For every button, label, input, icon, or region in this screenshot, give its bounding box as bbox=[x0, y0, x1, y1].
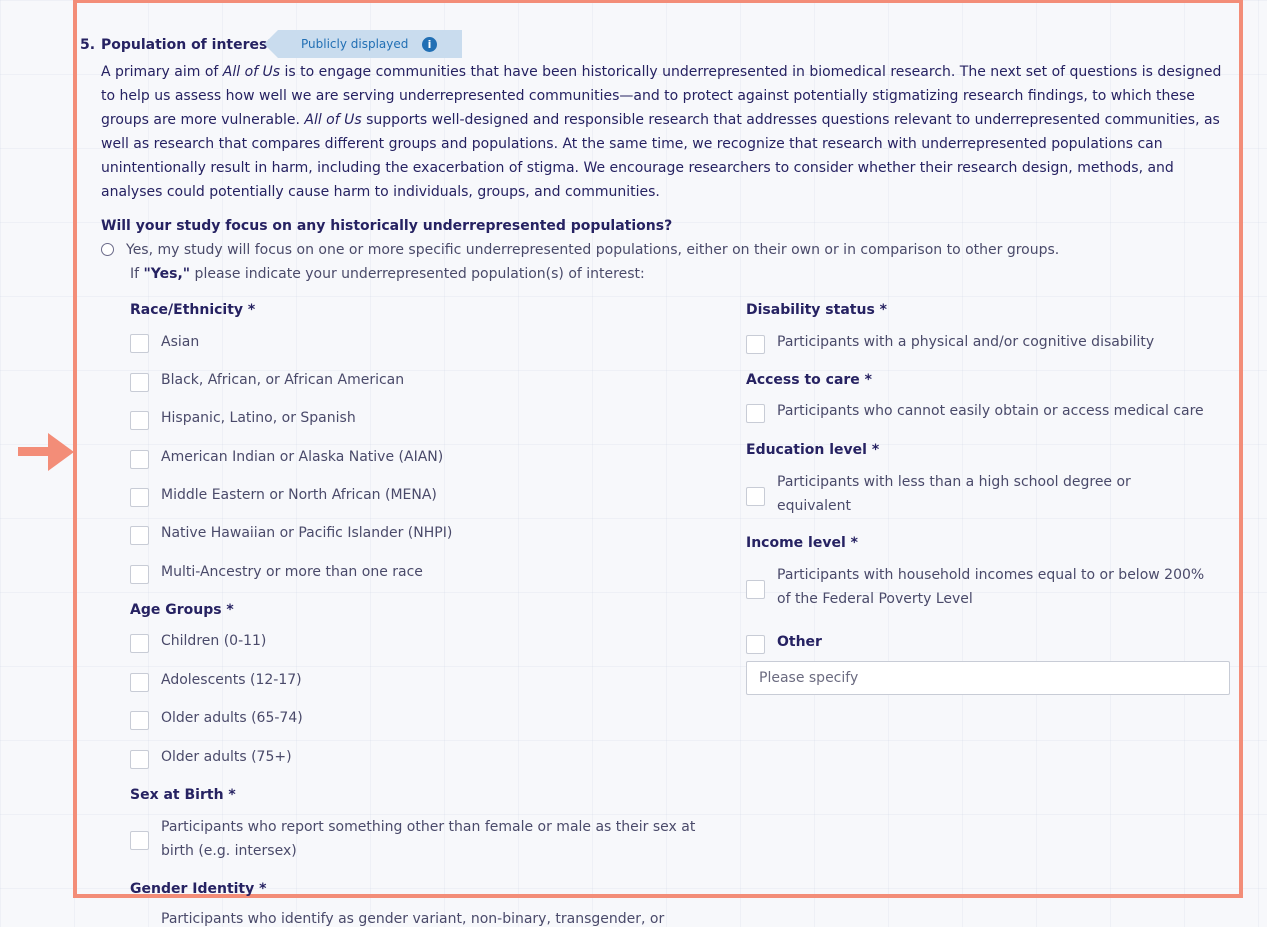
checkbox-education[interactable] bbox=[746, 487, 765, 506]
checkbox-race-asian[interactable] bbox=[130, 334, 149, 353]
if-yes-prefix: If bbox=[130, 266, 144, 282]
pointer-arrow-icon bbox=[18, 433, 74, 471]
age-groups-heading: Age Groups * bbox=[130, 602, 234, 618]
checkbox-race-black[interactable] bbox=[130, 373, 149, 392]
checkbox-age-adolescents[interactable] bbox=[130, 673, 149, 692]
intro-text-2: is to engage communities that have been historically underrepresented in biomedical research. The next set of questions is designed to help us assess how well we are serving underrepresented communities—and to protect against potentially stigmatizing research findings, to which these groups are more vulnerable. bbox=[101, 64, 1222, 128]
checkbox-age-older-65[interactable] bbox=[130, 711, 149, 730]
checkbox-income[interactable] bbox=[746, 580, 765, 599]
checkbox-race-multi[interactable] bbox=[130, 565, 149, 584]
income-level-heading: Income level * bbox=[746, 535, 858, 551]
checkbox-race-hispanic[interactable] bbox=[130, 411, 149, 430]
section-title: Population of interest bbox=[101, 37, 275, 53]
intro-paragraph bbox=[101, 60, 1236, 204]
checkbox-age-children[interactable] bbox=[130, 634, 149, 653]
checkbox-sex-intersex[interactable] bbox=[130, 831, 149, 850]
if-yes-instruction bbox=[130, 266, 645, 282]
yes-option-label[interactable]: Yes, my study will focus on one or more specific underrepresented populations, either on their own or in comparison to other groups. bbox=[126, 242, 1060, 258]
checkbox-race-aian[interactable] bbox=[130, 450, 149, 469]
label-other[interactable]: Other bbox=[777, 634, 822, 650]
label-age-older-75[interactable]: Older adults (75+) bbox=[161, 749, 292, 765]
label-gender-variant[interactable]: Participants who identify as gender variant, non-binary, transgender, or bbox=[161, 911, 665, 927]
education-level-heading: Education level * bbox=[746, 442, 880, 458]
checkbox-race-mena[interactable] bbox=[130, 488, 149, 507]
intro-em-2: All of Us bbox=[304, 112, 362, 128]
section-number: 5. bbox=[80, 37, 96, 53]
sex-at-birth-heading: Sex at Birth * bbox=[130, 787, 236, 803]
label-race-multi[interactable]: Multi-Ancestry or more than one race bbox=[161, 564, 423, 580]
label-income[interactable]: Participants with household incomes equal to or below 200% of the Federal Poverty Level bbox=[777, 567, 1205, 607]
publicly-displayed-badge bbox=[278, 30, 462, 58]
question-label: Will your study focus on any historically underrepresented populations? bbox=[101, 218, 673, 234]
checkbox-other[interactable] bbox=[746, 635, 765, 654]
label-age-older-65[interactable]: Older adults (65-74) bbox=[161, 710, 303, 726]
label-education[interactable]: Participants with less than a high school degree or equivalent bbox=[777, 474, 1131, 514]
access-to-care-heading: Access to care * bbox=[746, 372, 872, 388]
yes-radio[interactable] bbox=[101, 243, 114, 256]
label-sex-intersex[interactable]: Participants who report something other than female or male as their sex at birth (e.g. intersex) bbox=[161, 819, 696, 859]
checkbox-access[interactable] bbox=[746, 404, 765, 423]
intro-text-3: supports well-designed and responsible research that addresses questions relevant to underrepresented communities, as well as research that compares different groups and populations. At the same time, we recognize that research with underrepresented populations can unintentionally result in harm, including the exacerbation of stigma. We encourage researchers to consider whether their research design, methods, and analyses could potentially cause harm to individuals, groups, and communities. bbox=[101, 112, 1220, 200]
if-yes-suffix: please indicate your underrepresented population(s) of interest: bbox=[190, 266, 645, 282]
race-ethnicity-heading: Race/Ethnicity * bbox=[130, 302, 256, 318]
label-race-nhpi[interactable]: Native Hawaiian or Pacific Islander (NHPI) bbox=[161, 525, 453, 541]
label-race-mena[interactable]: Middle Eastern or North African (MENA) bbox=[161, 487, 437, 503]
label-race-hispanic[interactable]: Hispanic, Latino, or Spanish bbox=[161, 410, 356, 426]
label-age-adolescents[interactable]: Adolescents (12-17) bbox=[161, 672, 302, 688]
gender-identity-heading: Gender Identity * bbox=[130, 881, 267, 897]
checkbox-race-nhpi[interactable] bbox=[130, 526, 149, 545]
label-disability[interactable]: Participants with a physical and/or cognitive disability bbox=[777, 334, 1155, 350]
checkbox-disability[interactable] bbox=[746, 335, 765, 354]
intro-text-1: A primary aim of bbox=[101, 64, 223, 80]
label-race-asian[interactable]: Asian bbox=[161, 334, 200, 350]
label-age-children[interactable]: Children (0-11) bbox=[161, 633, 267, 649]
disability-status-heading: Disability status * bbox=[746, 302, 887, 318]
label-access[interactable]: Participants who cannot easily obtain or access medical care bbox=[777, 403, 1204, 419]
label-race-black[interactable]: Black, African, or African American bbox=[161, 372, 405, 388]
intro-em-1: All of Us bbox=[222, 64, 281, 80]
if-yes-bold: "Yes," bbox=[143, 266, 191, 282]
checkbox-age-older-75[interactable] bbox=[130, 750, 149, 769]
label-race-aian[interactable]: American Indian or Alaska Native (AIAN) bbox=[161, 449, 444, 465]
info-icon[interactable]: i bbox=[422, 37, 437, 52]
badge-label: Publicly displayed bbox=[301, 37, 409, 51]
other-specify-input[interactable] bbox=[746, 661, 1230, 695]
